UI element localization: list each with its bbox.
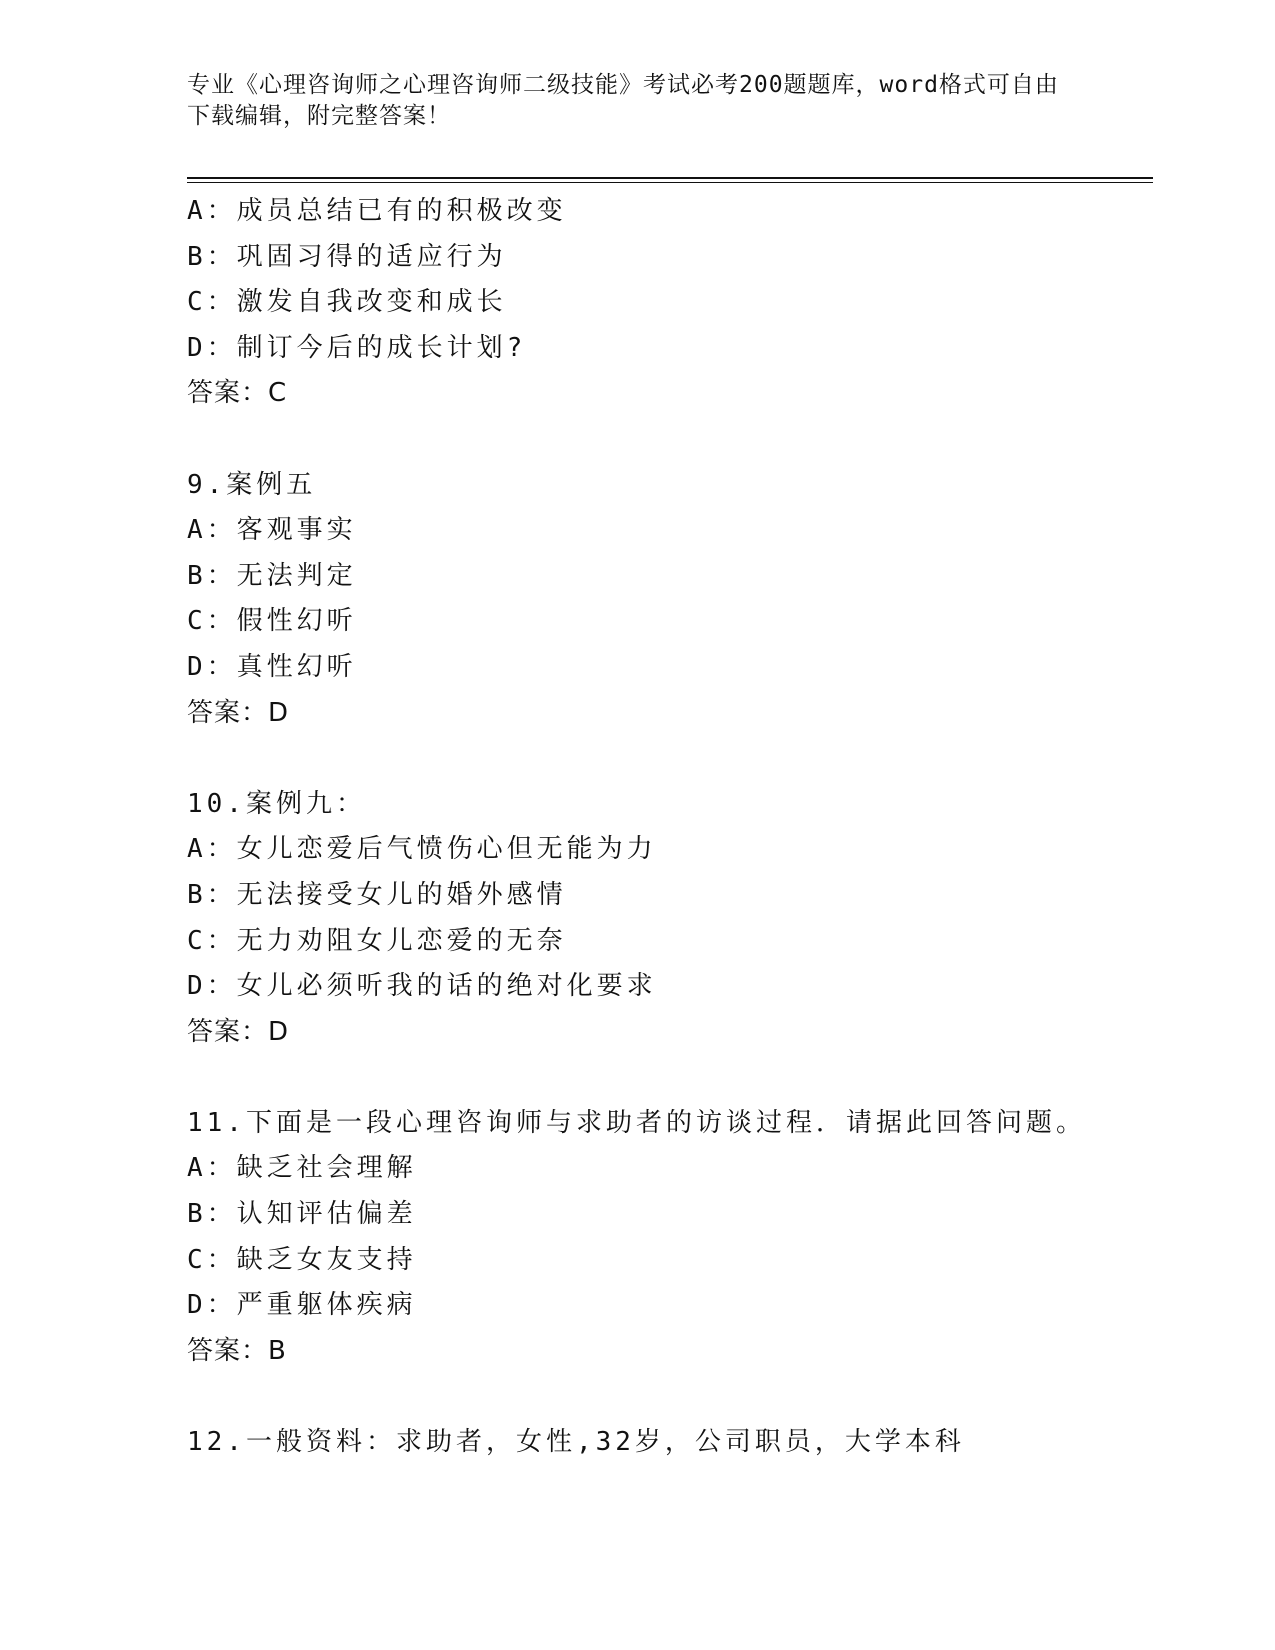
question-title: 11.下面是一段心理咨询师与求助者的访谈过程．请据此回答问题。 (187, 1107, 1086, 1138)
option-c: C：缺乏女友支持 (187, 1244, 417, 1275)
option-b: B：巩固习得的适应行为 (187, 241, 507, 272)
option-b: B：无法接受女儿的婚外感情 (187, 879, 567, 910)
option-d: D：真性幻听 (187, 651, 357, 682)
question-title: 9.案例五 (187, 469, 317, 500)
option-a: A：客观事实 (187, 515, 357, 546)
option-a: A：成员总结已有的积极改变 (187, 196, 567, 226)
option-d: D：女儿必须听我的话的绝对化要求 (187, 971, 657, 1002)
option-a: A：女儿恋爱后气愤伤心但无能为力 (187, 834, 657, 865)
option-d: D：严重躯体疾病 (187, 1290, 417, 1321)
page-header: 专业《心理咨询师之心理咨询师二级技能》考试必考200题题库，word格式可自由下载编辑，附完整答案！ (187, 72, 1059, 129)
question-title: 12.一般资料：求助者，女性,32岁，公司职员，大学本科 (187, 1427, 965, 1458)
option-c: C：假性幻听 (187, 606, 357, 637)
question-list (187, 189, 1153, 1466)
answer-line: 答案：D (187, 1016, 290, 1047)
option-c: C：激发自我改变和成长 (187, 287, 507, 318)
answer-line: 答案：B (187, 1335, 287, 1366)
option-b: B：认知评估偏差 (187, 1199, 417, 1230)
option-b: B：无法判定 (187, 560, 357, 591)
option-a: A：缺乏社会理解 (187, 1153, 417, 1184)
answer-line: 答案：C (187, 378, 288, 409)
answer-line: 答案：D (187, 697, 290, 728)
header-divider (187, 177, 1153, 183)
question-title: 10.案例九： (187, 788, 366, 819)
option-c: C：无力劝阻女儿恋爱的无奈 (187, 925, 567, 956)
option-d: D：制订今后的成长计划? (187, 332, 527, 363)
